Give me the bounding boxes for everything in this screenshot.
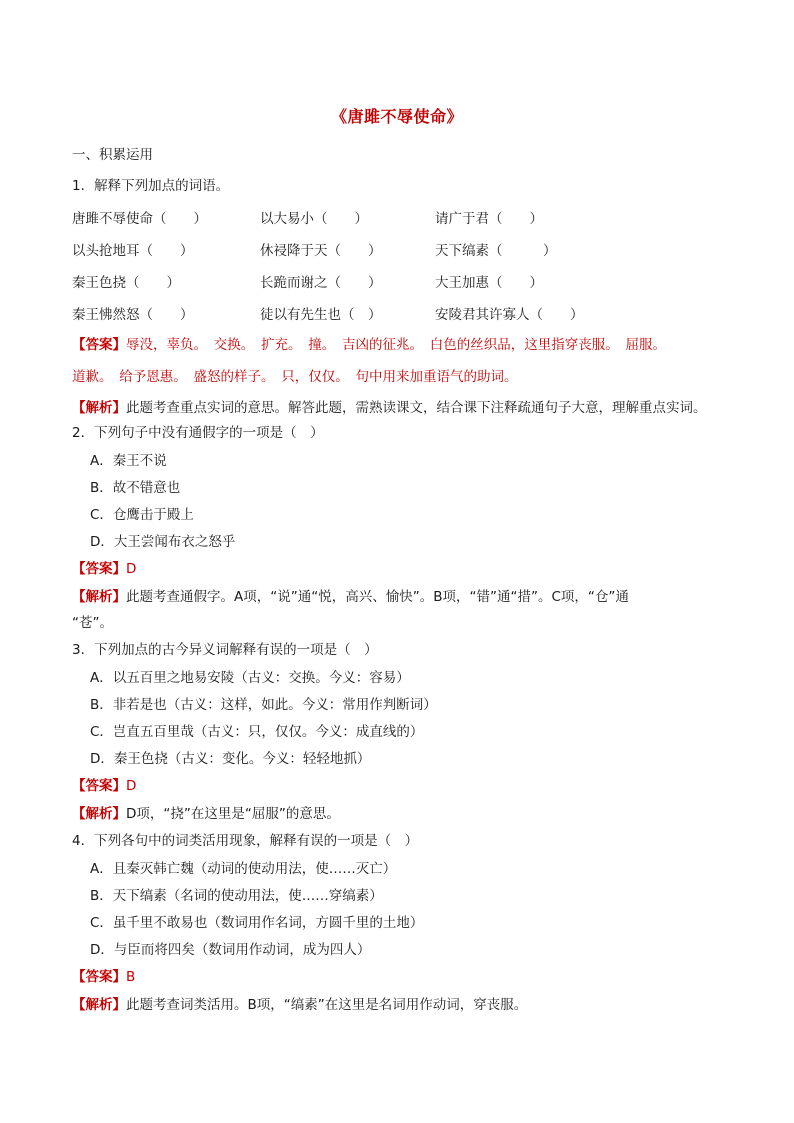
analysis-text: D项，“挠”在这里是“屈服”的意思。: [126, 806, 340, 822]
q2-option: B．故不错意也: [90, 480, 181, 496]
answer-text: 道歉。 给予恩惠。 盛怒的样子。 只，仅仅。 句中用来加重语气的助词。: [72, 369, 518, 385]
analysis-text: 此题考查重点实词的意思。解答此题，需熟读课文，结合课下注释疏通句子大意，理解重点实词。: [126, 400, 707, 416]
q1-item: 唐雎不辱使命（ ）: [72, 211, 207, 227]
q1-analysis: [72, 399, 707, 417]
analysis-text: 此题考查通假字。A项，“说”通“悦，高兴、愉快”。B项，“错”通“措”。C项，“仓”通: [126, 589, 629, 605]
q4-option: D．与臣而将四矣（数词用作动词，成为四人）: [90, 942, 371, 958]
answer-tag: 【答案】: [72, 561, 126, 577]
q1-item: 安陵君其许寡人（ ）: [435, 307, 584, 323]
q1-item: 休祲降于天（ ）: [260, 243, 382, 259]
q4-option: B．天下缟素（名词的使动用法，使……穿缟素）: [90, 888, 383, 904]
q2-option: D．大王尝闻布衣之怒乎: [90, 534, 236, 550]
answer-text: B: [126, 969, 136, 985]
answer-text: D: [126, 561, 137, 577]
answer-tag: 【答案】: [72, 778, 126, 794]
q2-stem: 2．下列句子中没有通假字的一项是（ ）: [72, 425, 324, 441]
answer-text: 辱没，辜负。 交换。 扩充。 撞。 吉凶的征兆。 白色的丝织品，这里指穿丧服。 屈服。: [126, 337, 666, 353]
answer-tag: 【答案】: [72, 337, 126, 353]
analysis-text: 此题考查词类活用。B项，“缟素”在这里是名词用作动词，穿丧服。: [126, 997, 528, 1013]
q2-answer: [72, 560, 136, 578]
analysis-tag: 【解析】: [72, 997, 126, 1013]
page-title: 《唐雎不辱使命》: [330, 107, 463, 126]
q2-option: C．仓鹰击于殿上: [90, 507, 194, 523]
answer-text: D: [126, 778, 137, 794]
analysis-tag: 【解析】: [72, 400, 126, 416]
q4-option: C．虽千里不敢易也（数词用作名词，方圆千里的土地）: [90, 915, 424, 931]
q3-answer: [72, 777, 136, 795]
q1-item: 秦王怫然怒（ ）: [72, 307, 194, 323]
q1-answer-cont: [72, 368, 518, 386]
analysis-tag: 【解析】: [72, 589, 126, 605]
q1-item: 请广于君（ ）: [435, 211, 543, 227]
q1-item: 天下缟素（ ）: [435, 243, 557, 259]
q2-option: A．秦王不说: [90, 453, 167, 469]
q1-item: 徒以有先生也（ ）: [260, 307, 382, 323]
q4-analysis: [72, 996, 527, 1014]
q4-stem: 4．下列各句中的词类活用现象，解释有误的一项是（ ）: [72, 833, 419, 849]
q3-option: D．秦王色挠（古义：变化。今义：轻轻地抓）: [90, 751, 371, 767]
section-heading: 一、积累运用: [72, 147, 153, 163]
analysis-tag: 【解析】: [72, 806, 126, 822]
q1-item: 秦王色挠（ ）: [72, 275, 180, 291]
q1-stem: 1．解释下列加点的词语。: [72, 178, 230, 194]
q4-answer: [72, 968, 135, 986]
q3-stem: 3．下列加点的古今异义词解释有误的一项是（ ）: [72, 642, 378, 658]
q1-item: 以头抢地耳（ ）: [72, 243, 194, 259]
q3-option: B．非若是也（古义：这样，如此。今义：常用作判断词）: [90, 697, 437, 713]
answer-tag: 【答案】: [72, 969, 126, 985]
q1-answer: [72, 336, 666, 354]
q1-item: 大王加惠（ ）: [435, 275, 543, 291]
q1-item: 以大易小（ ）: [260, 211, 368, 227]
q2-analysis: [72, 588, 629, 606]
q4-option: A．且秦灭韩亡魏（动词的使动用法，使……灭亡）: [90, 861, 397, 877]
q3-option: C．岂直五百里哉（古义：只，仅仅。今义：成直线的）: [90, 724, 424, 740]
q2-analysis-cont: “苍”。: [72, 615, 113, 631]
q3-analysis: [72, 805, 340, 823]
q1-item: 长跪而谢之（ ）: [260, 275, 382, 291]
q3-option: A．以五百里之地易安陵（古义：交换。今义：容易）: [90, 670, 410, 686]
